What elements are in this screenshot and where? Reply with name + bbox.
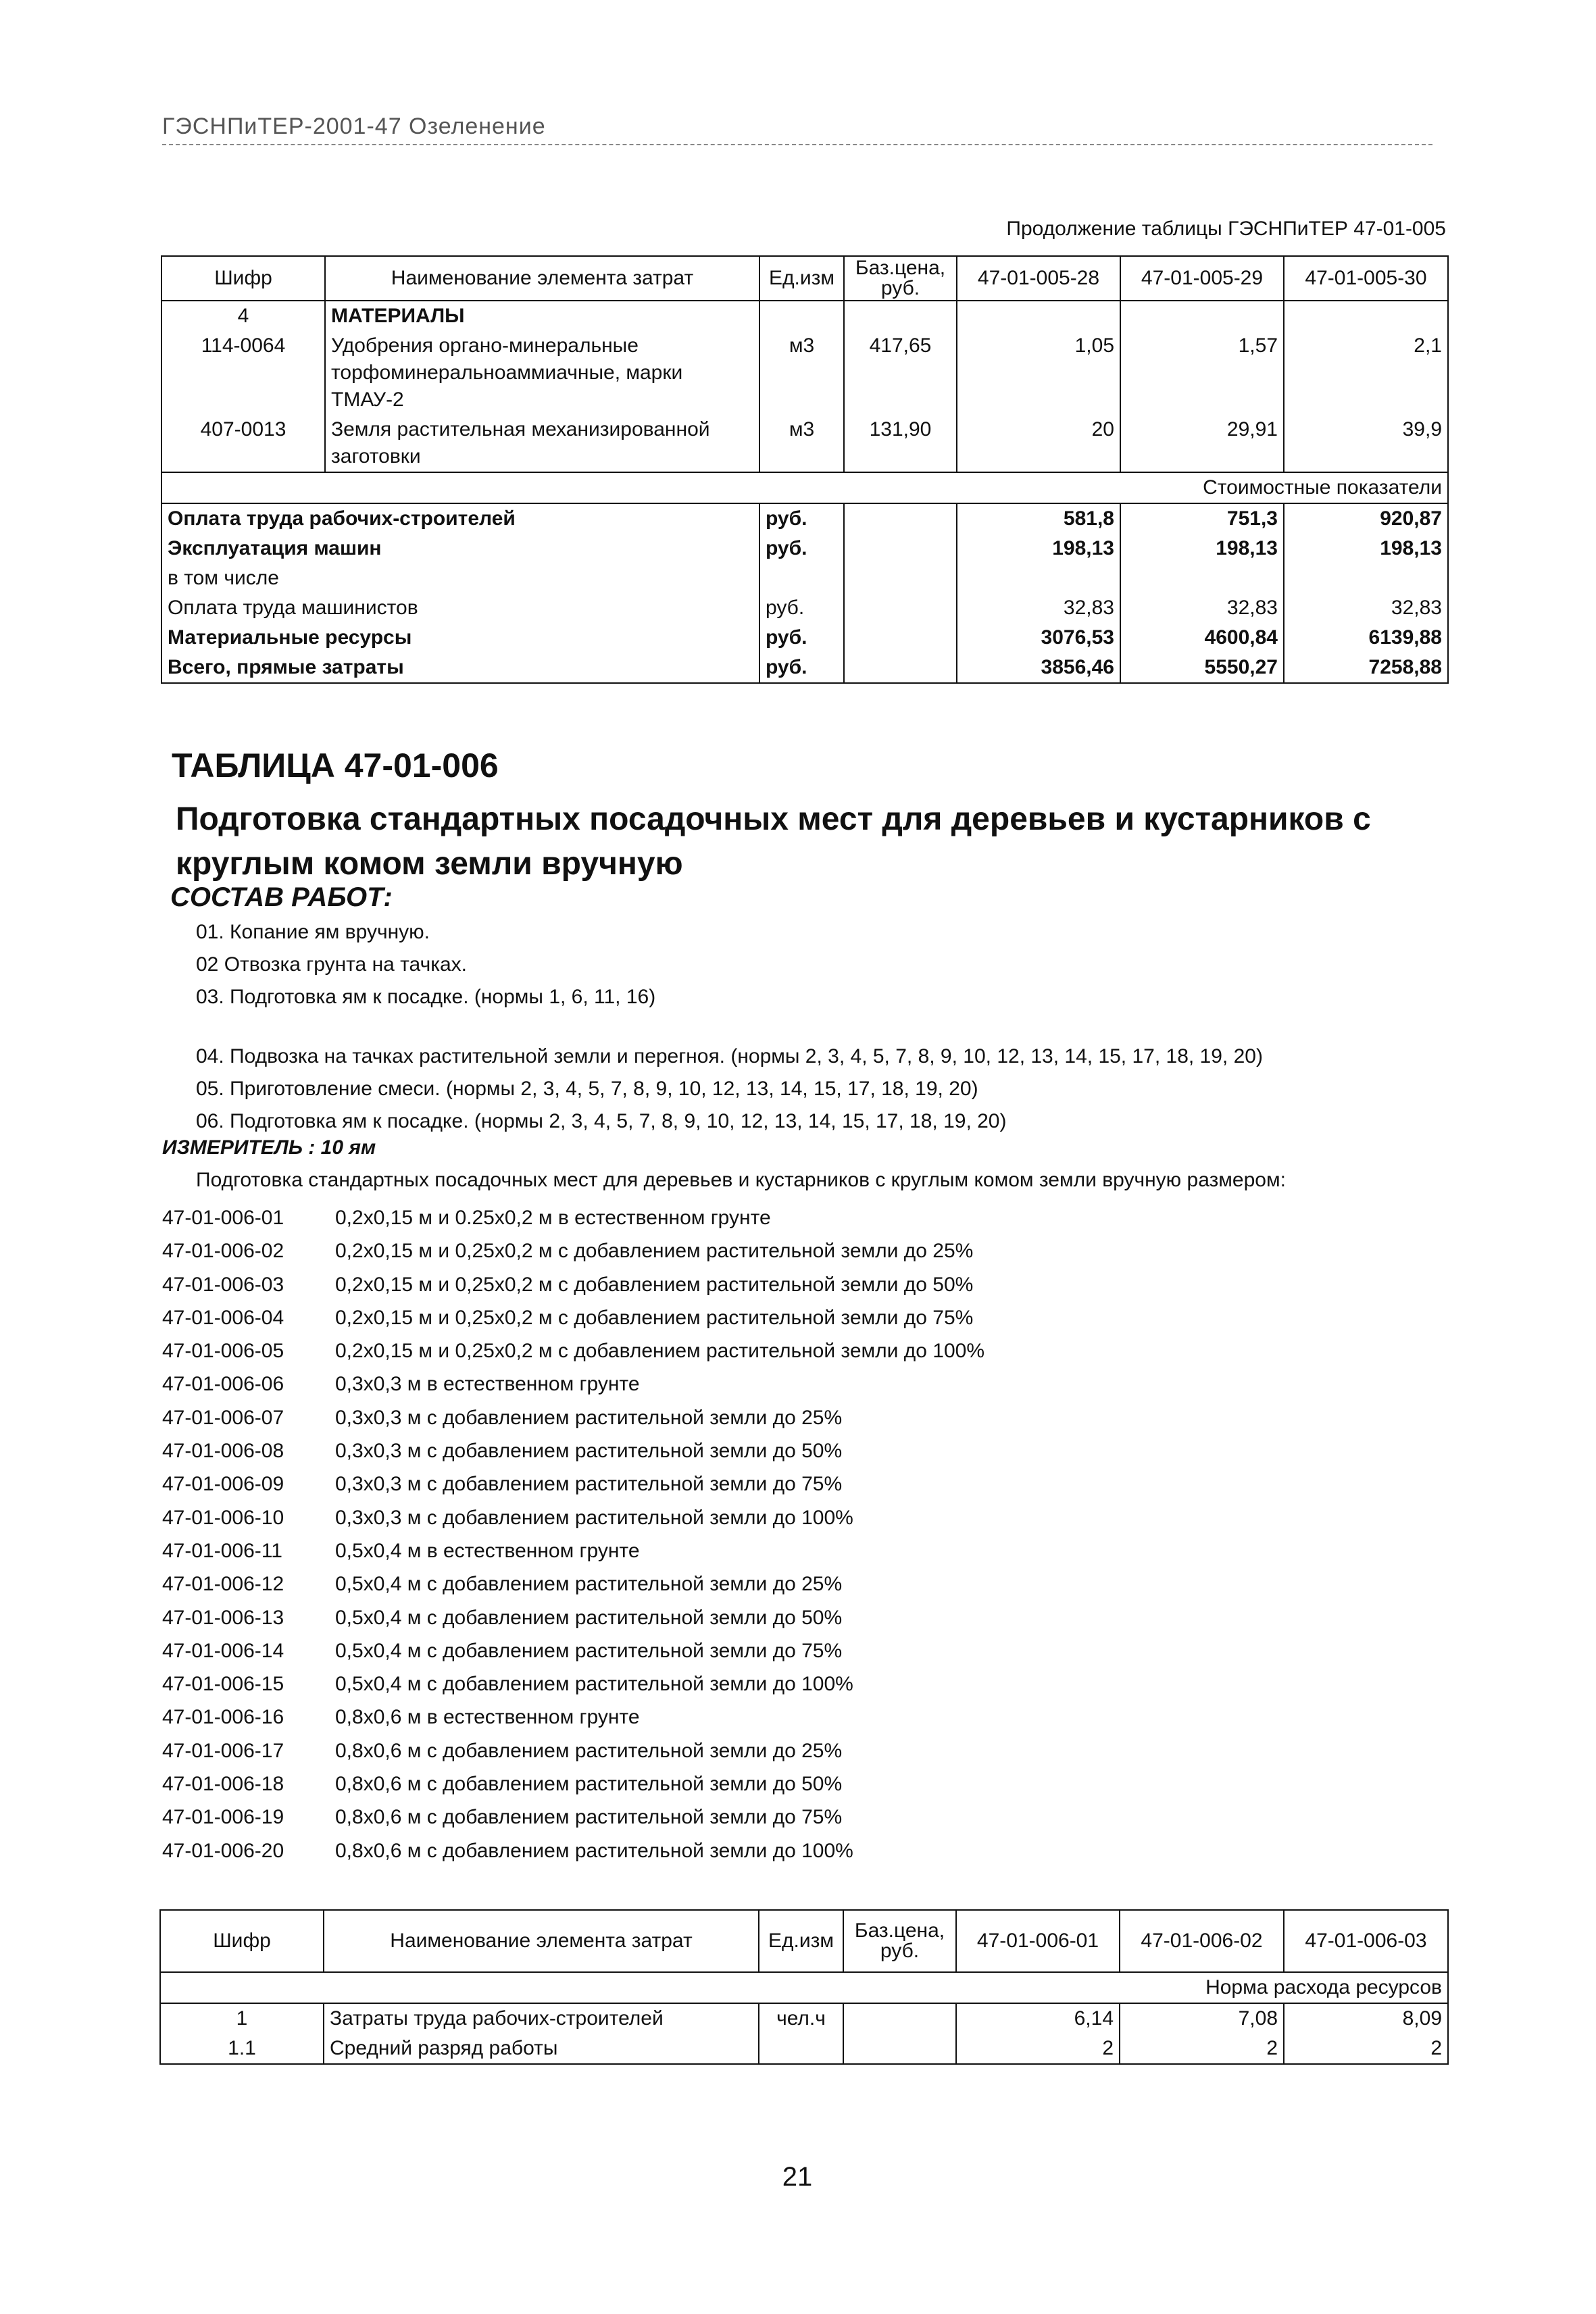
table-row — [160, 2003, 1448, 2034]
item-code: 47-01-006-09 — [162, 1473, 284, 1496]
cost-value: 4600,84 — [1120, 623, 1284, 653]
cost-row — [161, 563, 1448, 593]
item-text: 0,8х0,6 м с добавлением растительной земли до 75% — [335, 1806, 843, 1829]
item-text: 0,3х0,3 м в естественном грунте — [335, 1373, 640, 1396]
list-item — [162, 1234, 984, 1267]
resource-table-47-01-005 — [161, 255, 1449, 684]
item-text: 0,2х0,15 м и 0,25х0,2 м с добавлением растительной земли до 50% — [335, 1273, 974, 1296]
cost-row — [161, 653, 1448, 683]
cell-code: 1 — [160, 2003, 324, 2034]
list-item — [162, 1401, 984, 1434]
item-code: 47-01-006-20 — [162, 1839, 284, 1862]
item-text: 0,5х0,4 м с добавлением растительной земли до 75% — [335, 1639, 843, 1662]
cell-name: Земля растительная механизированной заготовки — [325, 415, 759, 472]
table-header-row — [161, 256, 1448, 301]
cell-value: 6,14 — [956, 2003, 1120, 2034]
cost-value: 32,83 — [1284, 593, 1448, 623]
item-code: 47-01-006-11 — [162, 1539, 282, 1562]
item-text: 0,5х0,4 м в естественном грунте — [335, 1539, 640, 1562]
column-header: Баз.цена, руб. — [843, 1910, 956, 1972]
cost-name: Всего, прямые затраты — [161, 653, 759, 683]
column-header: Ед.изм — [759, 256, 844, 301]
cost-value: 5550,27 — [1120, 653, 1284, 683]
column-header: 47-01-005-28 — [957, 256, 1120, 301]
cell-value: 2 — [1284, 2034, 1448, 2064]
cell-price — [843, 2003, 956, 2034]
item-code: 47-01-006-13 — [162, 1606, 284, 1629]
list-intro: Подготовка стандартных посадочных мест для деревьев и кустарников с круглым комом земли вручную размером: — [196, 1169, 1286, 1191]
item-code: 47-01-006-04 — [162, 1306, 284, 1329]
cost-value: 198,13 — [1284, 534, 1448, 563]
cost-value: 7258,88 — [1284, 653, 1448, 683]
operation-item: 06. Подготовка ям к посадке. (нормы 2, 3, 4, 5, 7, 8, 9, 10, 12, 13, 14, 15, 17, 18, 19, 20) — [196, 1110, 1007, 1132]
item-code: 47-01-006-07 — [162, 1406, 284, 1429]
table-continuation-caption: Продолжение таблицы ГЭСНПиТЕР 47-01-005 — [1006, 218, 1446, 240]
item-code: 47-01-006-15 — [162, 1673, 284, 1696]
item-text: 0,2х0,15 м и 0,25х0,2 м с добавлением растительной земли до 75% — [335, 1306, 974, 1329]
cost-name: Материальные ресурсы — [161, 623, 759, 653]
operations-list — [196, 1040, 1263, 1138]
list-item — [162, 1201, 984, 1234]
cost-price — [844, 623, 957, 653]
item-text: 0,3х0,3 м с добавлением растительной земли до 50% — [335, 1440, 843, 1463]
column-header: 47-01-005-29 — [1120, 256, 1284, 301]
cost-price — [844, 593, 957, 623]
item-text: 0,8х0,6 м с добавлением растительной земли до 50% — [335, 1773, 843, 1796]
item-text: 0,2х0,15 м и 0,25х0,2 м с добавлением растительной земли до 100% — [335, 1340, 984, 1363]
cost-section-label: Стоимостные показатели — [161, 472, 1448, 503]
list-item — [162, 1501, 984, 1534]
column-header: 47-01-006-03 — [1284, 1910, 1448, 1972]
table-row — [160, 2034, 1448, 2064]
cell-unit: м3 — [759, 415, 844, 472]
item-code: 47-01-006-17 — [162, 1739, 284, 1762]
cost-price — [844, 534, 957, 563]
list-item — [162, 1567, 984, 1601]
table-subtitle: Подготовка стандартных посадочных мест для деревьев и кустарников с круглым комом земли вручную — [176, 801, 1371, 882]
cost-unit: руб. — [759, 653, 844, 683]
list-item — [162, 1601, 984, 1634]
cell-price — [844, 301, 957, 331]
table-row — [161, 331, 1448, 415]
cell-code: 114-0064 — [161, 331, 325, 415]
cost-name: Оплата труда рабочих-строителей — [161, 503, 759, 534]
item-code: 47-01-006-14 — [162, 1639, 284, 1662]
cost-value: 581,8 — [957, 503, 1120, 534]
item-text: 0,3х0,3 м с добавлением растительной земли до 25% — [335, 1406, 843, 1429]
cost-value: 3076,53 — [957, 623, 1120, 653]
list-item — [162, 1734, 984, 1767]
norm-label: Норма расхода ресурсов — [160, 1972, 1448, 2003]
column-header: Шифр — [161, 256, 325, 301]
cell-unit: м3 — [759, 331, 844, 415]
cost-value — [1120, 563, 1284, 593]
cell-value: 2,1 — [1284, 331, 1448, 415]
item-code: 47-01-006-05 — [162, 1340, 284, 1363]
operation-item: 03. Подготовка ям к посадке. (нормы 1, 6, 11, 16) — [196, 986, 656, 1008]
operation-item: 04. Подвозка на тачках растительной земли и перегноя. (нормы 2, 3, 4, 5, 7, 8, 9, 10, 12, 13, 14, 15, 17, 18, 19, 20) — [196, 1045, 1263, 1067]
cell-unit — [759, 2034, 843, 2064]
list-item — [162, 1834, 984, 1867]
composition-heading: СОСТАВ РАБОТ: — [170, 882, 393, 912]
cost-value: 198,13 — [1120, 534, 1284, 563]
item-code: 47-01-006-19 — [162, 1806, 284, 1829]
cell-value: 20 — [957, 415, 1120, 472]
item-code: 47-01-006-01 — [162, 1207, 284, 1229]
cell-unit — [759, 301, 844, 331]
cost-row — [161, 534, 1448, 563]
item-code: 47-01-006-12 — [162, 1573, 284, 1596]
list-item — [162, 1334, 984, 1367]
cost-price — [844, 563, 957, 593]
list-item — [162, 1634, 984, 1667]
list-item — [162, 1801, 984, 1834]
item-text: 0,2х0,15 м и 0.25х0,2 м в естественном грунте — [335, 1207, 771, 1229]
column-header: 47-01-006-01 — [956, 1910, 1120, 1972]
list-item — [162, 1534, 984, 1567]
item-text: 0,8х0,6 м с добавлением растительной земли до 25% — [335, 1739, 843, 1762]
cost-value — [1284, 563, 1448, 593]
item-code: 47-01-006-08 — [162, 1440, 284, 1463]
column-header: Наименование элемента затрат — [324, 1910, 759, 1972]
item-text: 0,8х0,6 м с добавлением растительной земли до 100% — [335, 1839, 853, 1862]
item-text: 0,5х0,4 м с добавлением растительной земли до 100% — [335, 1673, 853, 1696]
item-text: 0,3х0,3 м с добавлением растительной земли до 75% — [335, 1473, 843, 1496]
page-number: 21 — [782, 2162, 813, 2192]
cell-value: 2 — [1120, 2034, 1284, 2064]
cost-row — [161, 593, 1448, 623]
list-item — [162, 1767, 984, 1801]
cell-code: 4 — [161, 301, 325, 331]
list-item — [162, 1701, 984, 1734]
column-header: Ед.изм — [759, 1910, 843, 1972]
cell-name: Средний разряд работы — [324, 2034, 759, 2064]
list-item — [162, 1667, 984, 1701]
cost-unit — [759, 563, 844, 593]
cell-price: 131,90 — [844, 415, 957, 472]
cell-value: 7,08 — [1120, 2003, 1284, 2034]
item-code: 47-01-006-03 — [162, 1273, 284, 1296]
cost-value: 198,13 — [957, 534, 1120, 563]
cost-value: 3856,46 — [957, 653, 1120, 683]
item-code: 47-01-006-06 — [162, 1373, 284, 1396]
cell-value: 1,05 — [957, 331, 1120, 415]
cell-name: Удобрения органо-минеральные торфоминеральноаммиачные, марки ТМАУ-2 — [325, 331, 759, 415]
table-row — [161, 415, 1448, 472]
meter-label: ИЗМЕРИТЕЛЬ : 10 ям — [162, 1136, 376, 1159]
cell-price — [843, 2034, 956, 2064]
item-code: 47-01-006-10 — [162, 1506, 284, 1529]
item-code: 47-01-006-02 — [162, 1240, 284, 1263]
column-header: 47-01-006-02 — [1120, 1910, 1284, 1972]
running-header: ГЭСНПиТЕР-2001-47 Озеленение — [162, 114, 1432, 145]
cost-section-row — [161, 472, 1448, 503]
cell-value: 8,09 — [1284, 2003, 1448, 2034]
list-item — [162, 1367, 984, 1401]
cell-value — [957, 301, 1120, 331]
item-text: 0,8х0,6 м в естественном грунте — [335, 1706, 640, 1729]
item-text: 0,5х0,4 м с добавлением растительной земли до 50% — [335, 1606, 843, 1629]
cost-value — [957, 563, 1120, 593]
cost-price — [844, 653, 957, 683]
table-title: ТАБЛИЦА 47-01-006 — [172, 747, 499, 784]
norm-items-list — [162, 1201, 984, 1867]
cell-value — [1284, 301, 1448, 331]
cell-code: 1.1 — [160, 2034, 324, 2064]
item-text: 0,3х0,3 м с добавлением растительной земли до 100% — [335, 1506, 853, 1529]
cost-unit: руб. — [759, 503, 844, 534]
item-code: 47-01-006-16 — [162, 1706, 284, 1729]
cost-name: в том числе — [161, 563, 759, 593]
list-item — [162, 1434, 984, 1467]
cell-unit: чел.ч — [759, 2003, 843, 2034]
cost-name: Эксплуатация машин — [161, 534, 759, 563]
cell-code: 407-0013 — [161, 415, 325, 472]
cost-unit: руб. — [759, 593, 844, 623]
cost-name: Оплата труда машинистов — [161, 593, 759, 623]
cell-value — [1120, 301, 1284, 331]
cell-value: 1,57 — [1120, 331, 1284, 415]
cell-name: Затраты труда рабочих-строителей — [324, 2003, 759, 2034]
cost-unit: руб. — [759, 534, 844, 563]
operations-list — [196, 916, 655, 1013]
column-header: Шифр — [160, 1910, 324, 1972]
operation-item: 05. Приготовление смеси. (нормы 2, 3, 4, 5, 7, 8, 9, 10, 12, 13, 14, 15, 17, 18, 19, 20) — [196, 1078, 978, 1100]
column-header: 47-01-005-30 — [1284, 256, 1448, 301]
item-code: 47-01-006-18 — [162, 1773, 284, 1796]
cost-value: 32,83 — [1120, 593, 1284, 623]
operation-item: 02 Отвозка грунта на тачках. — [196, 953, 468, 976]
cell-name: МАТЕРИАЛЫ — [325, 301, 759, 331]
cost-value: 751,3 — [1120, 503, 1284, 534]
cost-value: 920,87 — [1284, 503, 1448, 534]
cost-row — [161, 503, 1448, 534]
cost-value: 32,83 — [957, 593, 1120, 623]
cell-price: 417,65 — [844, 331, 957, 415]
cost-price — [844, 503, 957, 534]
table-row — [161, 301, 1448, 331]
cell-value: 29,91 — [1120, 415, 1284, 472]
cost-value: 6139,88 — [1284, 623, 1448, 653]
column-header: Баз.цена, руб. — [844, 256, 957, 301]
cost-unit: руб. — [759, 623, 844, 653]
operation-item: 01. Копание ям вручную. — [196, 921, 430, 943]
list-item — [162, 1268, 984, 1301]
resource-table-47-01-006 — [159, 1909, 1449, 2065]
table-header-row — [160, 1910, 1448, 1972]
cell-value: 2 — [956, 2034, 1120, 2064]
list-item — [162, 1467, 984, 1501]
item-text: 0,2х0,15 м и 0,25х0,2 м с добавлением растительной земли до 25% — [335, 1240, 974, 1263]
cell-value: 39,9 — [1284, 415, 1448, 472]
list-item — [162, 1301, 984, 1334]
item-text: 0,5х0,4 м с добавлением растительной земли до 25% — [335, 1573, 843, 1596]
cost-row — [161, 623, 1448, 653]
column-header: Наименование элемента затрат — [325, 256, 759, 301]
norm-label-row — [160, 1972, 1448, 2003]
